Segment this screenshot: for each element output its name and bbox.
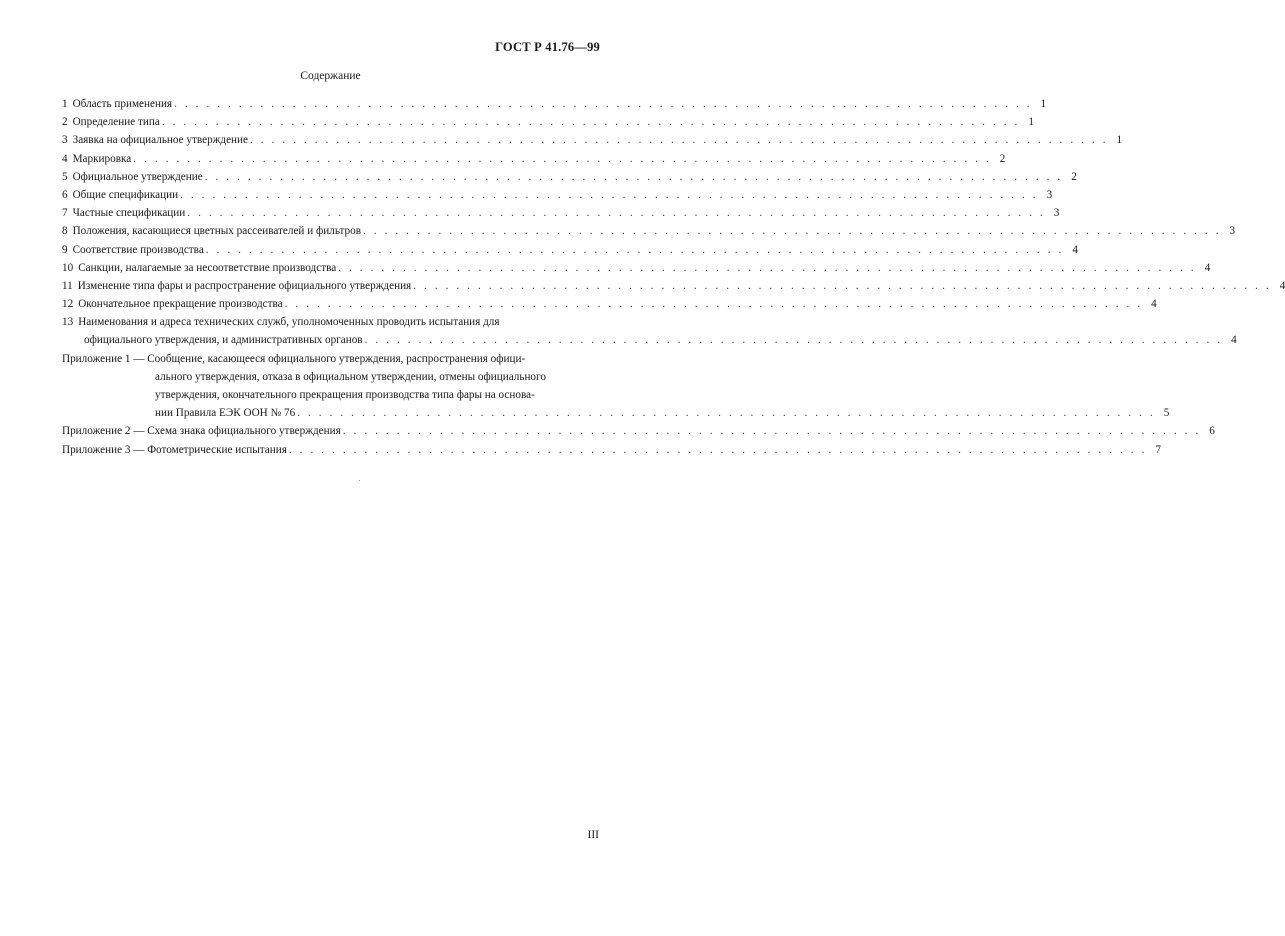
toc-item-number: 3 <box>62 134 68 147</box>
appendix-item[interactable] <box>62 350 600 368</box>
toc-item[interactable] <box>62 150 1006 168</box>
appendix-item-continuation <box>62 368 600 386</box>
toc-item-page: 4 <box>1151 298 1157 311</box>
toc-item-label: Соответствие производства <box>72 243 204 256</box>
toc-item-page: 3 <box>1046 188 1053 201</box>
leader-dots: . . . . . . . . . . . . . . . . . . . . . . . . . . . . . . . . . . . . . . . . . . . . . . . . . . . . . . . . . . . . . . . . . . . . . . . . . . . . . . . . <box>174 98 1033 110</box>
leader-dots: . . . . . . . . . . . . . . . . . . . . . . . . . . . . . . . . . . . . . . . . . . . . . . . . . . . . . . . . . . . . . . . . . . . . . . . . . . . . . . . . <box>204 170 1063 183</box>
table-of-contents <box>62 95 1285 459</box>
scan-speck <box>359 480 360 481</box>
appendix-prefix: Приложение 3 — <box>62 443 145 456</box>
toc-item-label: Изменение типа фары и распространение официального утверждения <box>77 279 412 292</box>
leader-dots: . . . . . . . . . . . . . . . . . . . . . . . . . . . . . . . . . . . . . . . . . . . . . . . . . . . . . . . . . . . . . . . . . . . . . . . . . . . . . . . . <box>161 116 1020 129</box>
page-number: III <box>587 829 599 841</box>
toc-title: Содержание <box>300 70 361 82</box>
appendix-page: 5 <box>1163 407 1170 420</box>
toc-item-number: 10 <box>62 261 74 274</box>
toc-item-page: 4 <box>1072 243 1078 256</box>
toc-item[interactable] <box>62 259 1211 277</box>
leader-dots: . . . . . . . . . . . . . . . . . . . . . . . . . . . . . . . . . . . . . . . . . . . . . . . . . . . . . . . . . . . . . . . . . . . . . . . . . . . . . . . . <box>133 152 992 165</box>
toc-item[interactable] <box>62 186 1053 204</box>
leader-dots: . . . . . . . . . . . . . . . . . . . . . . . . . . . . . . . . . . . . . . . . . . . . . . . . . . . . . . . . . . . . . . . . . . . . . . . . . . . . . . . . <box>363 225 1222 238</box>
toc-item-number: 13 <box>62 316 74 329</box>
toc-item-page: 4 <box>1204 261 1211 274</box>
toc-item-label: Заявка на официальное утверждение <box>72 134 248 147</box>
toc-item[interactable] <box>62 222 1236 240</box>
leader-dots: . . . . . . . . . . . . . . . . . . . . . . . . . . . . . . . . . . . . . . . . . . . . . . . . . . . . . . . . . . . . . . . . . . . . . . . . . . . . . . . . <box>342 425 1201 438</box>
leader-dots: . . . . . . . . . . . . . . . . . . . . . . . . . . . . . . . . . . . . . . . . . . . . . . . . . . . . . . . . . . . . . . . . . . . . . . . . . . . . . . . . <box>205 243 1064 256</box>
toc-item[interactable] <box>62 95 1047 113</box>
leader-dots: . . . . . . . . . . . . . . . . . . . . . . . . . . . . . . . . . . . . . . . . . . . . . . . . . . . . . . . . . . . . . . . . . . . . . . . . . . . . . . . . <box>338 261 1197 274</box>
toc-item[interactable] <box>62 131 1123 149</box>
toc-item[interactable] <box>62 241 1078 259</box>
toc-item-number: 7 <box>62 207 68 220</box>
toc-item-label: Санкции, налагаемые за несоответствие производства <box>78 261 337 274</box>
leader-dots: . . . . . . . . . . . . . . . . . . . . . . . . . . . . . . . . . . . . . . . . . . . . . . . . . . . . . . . . . . . . . . . . . . . . . . . . . . . . . . . . <box>364 334 1223 347</box>
toc-item-page: 1 <box>1040 98 1047 110</box>
leader-dots: . . . . . . . . . . . . . . . . . . . . . . . . . . . . . . . . . . . . . . . . . . . . . . . . . . . . . . . . . . . . . . . . . . . . . . . . . . . . . . . . <box>284 298 1143 311</box>
toc-item-page: 4 <box>1231 334 1237 347</box>
leader-dots: . . . . . . . . . . . . . . . . . . . . . . . . . . . . . . . . . . . . . . . . . . . . . . . . . . . . . . . . . . . . . . . . . . . . . . . . . . . . . . . . <box>297 407 1156 420</box>
leader-dots: . . . . . . . . . . . . . . . . . . . . . . . . . . . . . . . . . . . . . . . . . . . . . . . . . . . . . . . . . . . . . . . . . . . . . . . . . . . . . . . . <box>187 207 1046 220</box>
appendix-label-line: Сообщение, касающееся официального утверждения, распространения офици- <box>147 352 526 365</box>
appendix-item-continuation <box>62 386 600 404</box>
toc-item-number: 1 <box>62 98 68 110</box>
toc-item-number: 8 <box>62 225 68 238</box>
toc-item-number: 5 <box>62 170 68 183</box>
toc-item-label: Окончательное прекращение производства <box>78 298 283 311</box>
toc-item[interactable] <box>62 168 1077 186</box>
toc-item-page: 1 <box>1028 116 1034 129</box>
toc-item-label: Положения, касающиеся цветных рассеивателей и фильтров <box>72 225 361 238</box>
toc-item-page: 3 <box>1053 207 1060 220</box>
toc-item-label: Общие спецификации <box>72 188 179 201</box>
toc-item[interactable] <box>62 113 1034 131</box>
leader-dots: . . . . . . . . . . . . . . . . . . . . . . . . . . . . . . . . . . . . . . . . . . . . . . . . . . . . . . . . . . . . . . . . . . . . . . . . . . . . . . . . <box>288 443 1147 456</box>
leader-dots: . . . . . . . . . . . . . . . . . . . . . . . . . . . . . . . . . . . . . . . . . . . . . . . . . . . . . . . . . . . . . . . . . . . . . . . . . . . . . . . . <box>413 279 1272 292</box>
appendix-label: Фотометрические испытания <box>147 443 287 456</box>
toc-item-label: Наименования и адреса технических служб, уполномоченных проводить испытания для <box>78 316 500 329</box>
toc-item-page: 2 <box>1071 170 1077 183</box>
standard-designation: ГОСТ Р 41.76—99 <box>495 40 600 54</box>
toc-item-number: 9 <box>62 243 68 256</box>
toc-item-number: 4 <box>62 152 68 165</box>
appendix-label-line: нии Правила ЕЭК ООН № 76 <box>155 407 296 420</box>
toc-item-page: 2 <box>999 152 1006 165</box>
toc-item-number: 12 <box>62 298 74 311</box>
toc-item-label: Определение типа <box>72 116 160 129</box>
toc-item-continuation[interactable] <box>62 331 1237 349</box>
leader-dots: . . . . . . . . . . . . . . . . . . . . . . . . . . . . . . . . . . . . . . . . . . . . . . . . . . . . . . . . . . . . . . . . . . . . . . . . . . . . . . . . <box>250 134 1109 147</box>
appendix-label-line: утверждения, окончательного прекращения производства типа фары на основа- <box>155 389 535 401</box>
toc-item[interactable] <box>62 313 600 331</box>
toc-item-label: Область применения <box>72 98 173 110</box>
toc-item-number: 2 <box>62 116 68 129</box>
toc-item[interactable] <box>62 277 1285 295</box>
toc-item-label: Официальное утверждение <box>72 170 203 183</box>
leader-dots: . . . . . . . . . . . . . . . . . . . . . . . . . . . . . . . . . . . . . . . . . . . . . . . . . . . . . . . . . . . . . . . . . . . . . . . . . . . . . . . . <box>180 188 1039 201</box>
toc-item-page: 4 <box>1279 279 1285 292</box>
appendix-prefix: Приложение 2 — <box>62 425 145 438</box>
appendix-item-continuation <box>62 404 1170 422</box>
toc-item-number: 11 <box>62 279 73 292</box>
appendix-page: 6 <box>1209 425 1215 438</box>
appendix-label-line: ального утверждения, отказа в официальном утверждении, отмены официального <box>155 370 546 383</box>
appendix-item[interactable] <box>62 441 1161 459</box>
toc-item-page: 3 <box>1229 225 1236 238</box>
toc-item-label: официального утверждения, и административных органов <box>84 334 363 347</box>
appendix-label: Схема знака официального утверждения <box>147 425 341 438</box>
toc-item[interactable] <box>62 295 1157 313</box>
toc-item-label: Маркировка <box>72 152 132 165</box>
toc-item-label: Частные спецификации <box>72 207 186 220</box>
appendix-prefix: Приложение 1 — <box>62 352 145 365</box>
toc-item-number: 6 <box>62 188 68 201</box>
toc-item-page: 1 <box>1116 134 1123 147</box>
toc-item[interactable] <box>62 204 1060 222</box>
appendix-page: 7 <box>1155 443 1161 456</box>
appendix-item[interactable] <box>62 422 1215 440</box>
